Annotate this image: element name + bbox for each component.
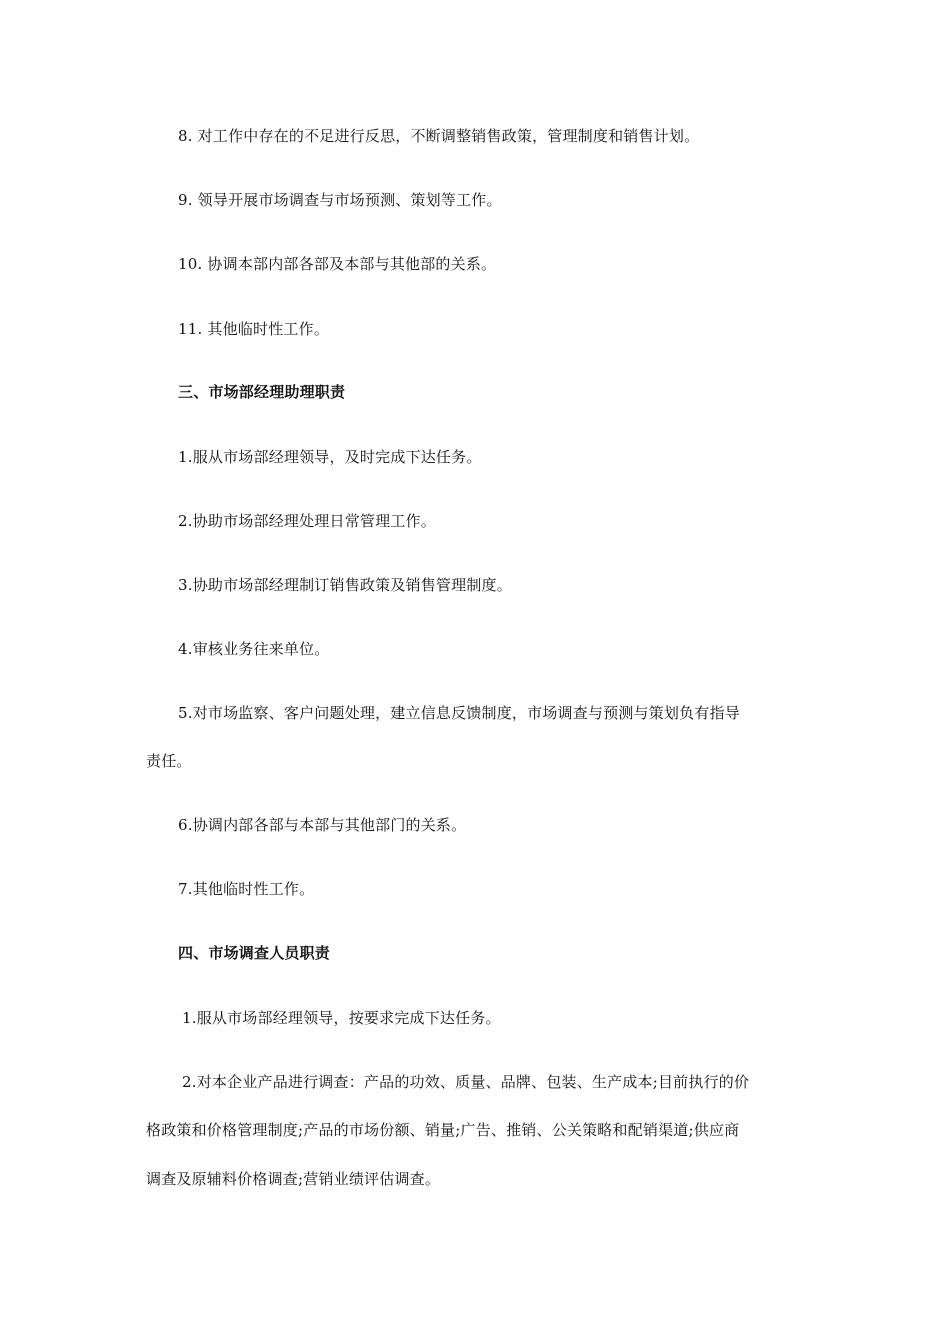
section-heading-4: 四、市场调查人员职责 xyxy=(178,944,331,962)
section4-item-2-continuation-1: 格政策和价格管理制度;产品的市场份额、销量;广告、推销、公关策略和配销渠道;供应商 xyxy=(146,1121,740,1139)
list-item-9: 9. 领导开展市场调查与市场预测、策划等工作。 xyxy=(178,191,502,209)
section4-item-1: 1.服从市场部经理领导，按要求完成下达任务。 xyxy=(182,1009,501,1027)
list-item-11: 11. 其他临时性工作。 xyxy=(178,320,330,338)
section3-item-5: 5.对市场监察、客户问题处理，建立信息反馈制度，市场调查与预测与策划负有指导 xyxy=(178,704,740,722)
list-item-10: 10. 协调本部内部各部及本部与其他部的关系。 xyxy=(178,255,497,273)
section3-item-7: 7.其他临时性工作。 xyxy=(178,880,315,898)
section3-item-2: 2.协助市场部经理处理日常管理工作。 xyxy=(178,512,436,530)
section3-item-5-continuation: 责任。 xyxy=(146,752,192,770)
section3-item-3: 3.协助市场部经理制订销售政策及销售管理制度。 xyxy=(178,576,512,594)
section3-item-4: 4.审核业务往来单位。 xyxy=(178,640,330,658)
section-heading-3: 三、市场部经理助理职责 xyxy=(178,383,346,401)
section3-item-1: 1.服从市场部经理领导，及时完成下达任务。 xyxy=(178,448,482,466)
section4-item-2-continuation-2: 调查及原辅料价格调查;营销业绩评估调查。 xyxy=(146,1170,441,1188)
list-item-8: 8. 对工作中存在的不足进行反思，不断调整销售政策，管理制度和销售计划。 xyxy=(178,127,700,145)
section4-item-2: 2.对本企业产品进行调查：产品的功效、质量、品牌、包装、生产成本;目前执行的价 xyxy=(182,1073,750,1091)
section3-item-6: 6.协调内部各部与本部与其他部门的关系。 xyxy=(178,816,467,834)
